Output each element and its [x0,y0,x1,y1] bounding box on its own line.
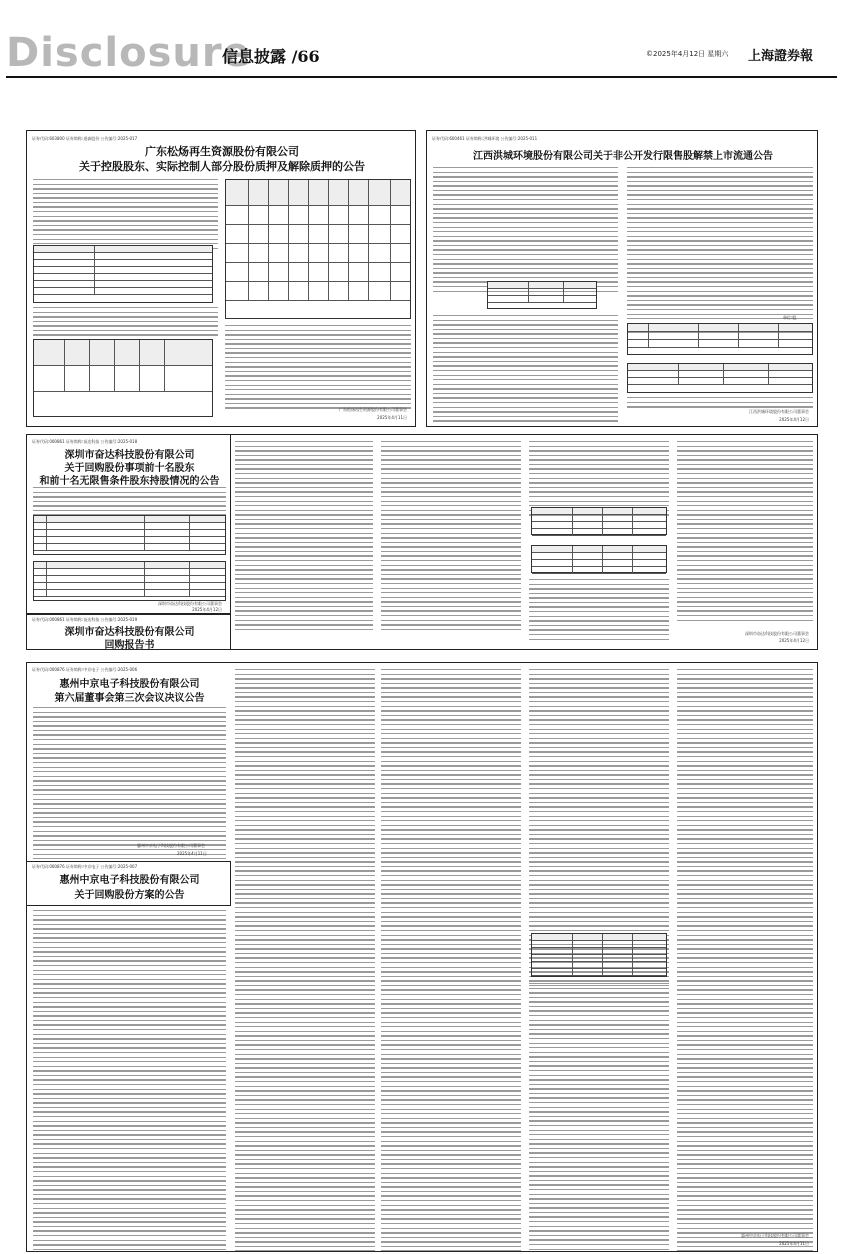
notice-zhongjing-repurchase [26,862,231,906]
equity-structure-table-2 [531,545,667,573]
equity-change-table [531,933,667,977]
notice-songyang [26,130,416,427]
notice-date: 2025年4月12日 [192,607,222,612]
equity-structure-table [531,507,667,535]
notice-code: 证券代码:000861 证券简称:奋达科技 公告编号:2025-019 [32,617,138,622]
body-column-1 [33,707,226,862]
body-column-2 [381,669,521,1252]
notice-fenda-body [231,434,818,650]
body-text-left-2 [433,315,618,425]
brand-wordmark: Disclosure [6,30,251,76]
notice-code: 证券代码:000876 证券简称:中京电子 公告编号:2025-006 [32,667,138,672]
body-column-1 [235,669,375,1252]
notice-fenda-repurchase [26,614,231,650]
notice-code: 证券代码:000861 证券简称:奋达科技 公告编号:2025-018 [32,439,138,444]
notice-hongcheng [426,130,818,427]
issue-date: ©2025年4月12日 星期六 [646,50,729,58]
notice-date: 2025年4月11日 [377,415,407,420]
notice-title: 深圳市奋达科技股份有限公司 [64,450,195,461]
notice-fenda-shareholders [26,434,231,614]
top-ten-unrestricted-table [33,561,226,601]
notice-code: 证券代码:600461 证券简称:洪城环境 公告编号:2025-011 [432,136,538,141]
unlock-table [627,323,813,355]
notice-title: 关于回购股份方案的公告 [74,890,185,901]
body-text [33,910,226,1252]
notice-zhongjing-repurchase-body [26,906,231,1252]
page-header [0,0,843,110]
body-text-left [33,179,218,252]
table-unit-label: 单位:股 [783,315,797,320]
notice-date: 2025年4月11日 [177,851,207,856]
notice-date: 2025年4月12日 [779,417,809,422]
notice-code: 证券代码:603800 证券简称:道森股份 公告编号:2025-017 [32,136,138,141]
share-structure-table [627,363,813,393]
header-rule [6,76,837,78]
notice-title: 关于控股股东、实际控制人部分股份质押及解除质押的公告 [79,160,365,173]
newspaper-name: 上海證券報 [748,49,814,64]
body-column-3b [529,579,669,643]
body-text-left-2 [33,307,218,339]
notice-title: 惠州中京电子科技股份有限公司 [59,679,200,690]
shareholding-table [33,339,213,417]
body-column-3b [529,983,669,1252]
notice-signature: 深圳市奋达科技股份有限公司董事会 [745,631,809,636]
body-column-2 [381,441,521,633]
notice-title: 第六届董事会第三次会议决议公告 [54,693,205,704]
section-title: 信息披露 /66 [222,47,320,66]
top-ten-table [33,515,226,555]
notice-signature: 惠州中京电子科技股份有限公司董事会 [741,1233,809,1238]
notice-title: 江西洪城环境股份有限公司关于非公开发行限售股解禁上市流通公告 [473,151,773,162]
notice-date: 2025年4月11日 [779,1241,809,1246]
body-text-left [433,167,618,295]
body-column-4 [677,441,813,624]
notice-signature: 深圳市奋达科技股份有限公司董事会 [158,601,222,606]
notice-zhongjing-body [231,662,818,1252]
body-column-1 [235,441,373,633]
pledge-detail-table [225,179,411,319]
body-text-right [225,325,411,412]
notice-title: 关于回购股份事项前十名股东 [64,463,195,474]
notice-title: 回购报告书 [104,640,155,650]
shareholder-table [487,281,597,309]
notice-title: 广东松炀再生资源股份有限公司 [145,145,299,158]
notice-signature: 江西洪城环境股份有限公司董事会 [749,409,809,414]
notice-title: 深圳市奋达科技股份有限公司 [64,627,195,638]
notice-date: 2025年4月12日 [779,638,809,643]
notice-code: 证券代码:000876 证券简称:中京电子 公告编号:2025-007 [32,864,138,869]
body-column-4 [677,669,813,1252]
body-text-right [627,167,813,336]
notice-title: 惠州中京电子科技股份有限公司 [59,875,200,886]
notice-signature: 惠州中京电子科技股份有限公司董事会 [137,843,205,848]
notice-signature: 广东松炀再生资源股份有限公司董事会 [339,407,407,412]
pledge-table [33,245,213,303]
notice-title: 和前十名无限售条件股东持股情况的公告 [39,476,220,487]
